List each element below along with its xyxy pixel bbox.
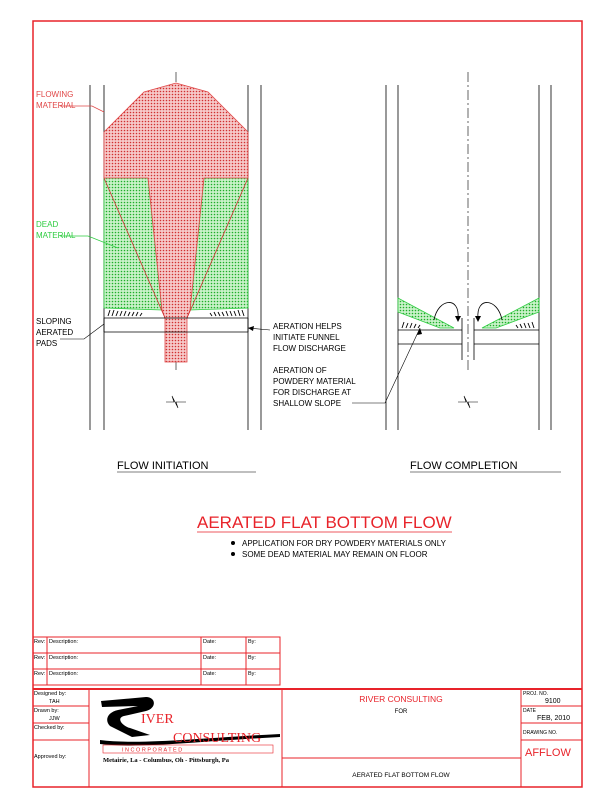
drawing-no-label: DRAWING NO. <box>523 730 558 736</box>
note-2: SOME DEAD MATERIAL MAY REMAIN ON FLOOR <box>242 550 428 559</box>
main-title: AERATED FLAT BOTTOM FLOW <box>197 513 452 532</box>
proj-label: PROJ. NO. <box>523 691 549 697</box>
logo-incorporated: I N C O R P O R A T E D <box>122 747 183 754</box>
note-1: APPLICATION FOR DRY POWDERY MATERIALS ONLY <box>242 539 446 548</box>
rev-date-1: Date: <box>203 639 217 645</box>
bullet-2 <box>231 552 235 556</box>
label-powdery-1: AERATION OF <box>273 366 327 375</box>
label-aeration-2: INITIATE FUNNEL <box>273 333 340 342</box>
drawing-title: AERATED FLAT BOTTOM FLOW <box>352 772 450 779</box>
aeration-pads-right <box>210 310 244 316</box>
designed-value: TAH <box>49 699 60 705</box>
drawn-value: JJW <box>49 716 60 722</box>
company-for: FOR <box>394 709 408 715</box>
date-label: DATE <box>523 708 536 714</box>
rev-date-2: Date: <box>203 655 217 661</box>
label-flowing-1: FLOWING <box>36 90 74 99</box>
approved-label: Approved by: <box>34 754 67 760</box>
label-dead-2: MATERIAL <box>36 231 76 240</box>
logo-consulting: CONSULTING <box>173 731 262 746</box>
caption-flow-initiation: FLOW INITIATION <box>117 460 209 472</box>
aeration-pads-left <box>108 310 142 316</box>
label-pads-2: AERATED <box>36 328 74 337</box>
label-flowing-2: MATERIAL <box>36 101 76 110</box>
date-value: FEB, 2010 <box>537 715 571 722</box>
river-consulting-logo <box>100 697 280 764</box>
rev-date-3: Date: <box>203 671 217 677</box>
label-aeration-1: AERATION HELPS <box>273 322 342 331</box>
caption-flow-completion: FLOW COMPLETION <box>410 460 518 472</box>
rev-label-1: Rev: <box>34 639 46 645</box>
logo-river: IVER <box>141 712 174 727</box>
label-powdery-3: FOR DISCHARGE AT <box>273 388 352 397</box>
rev-desc-2: Description: <box>49 655 79 661</box>
rev-desc-1: Description: <box>49 639 79 645</box>
rev-by-2: By: <box>248 655 256 661</box>
right-view <box>352 72 551 430</box>
rev-label-2: Rev: <box>34 655 46 661</box>
rev-desc-3: Description: <box>49 671 79 677</box>
rev-by-1: By: <box>248 639 256 645</box>
proj-value: 9100 <box>545 698 561 705</box>
label-pads-1: SLOPING <box>36 317 72 326</box>
company-name: RIVER CONSULTING <box>359 694 443 704</box>
left-view <box>60 72 270 430</box>
drawn-label: Drawn by: <box>34 708 59 714</box>
rev-by-3: By: <box>248 671 256 677</box>
drawing-no-value: AFFLOW <box>525 747 571 759</box>
label-aeration-3: FLOW DISCHARGE <box>273 344 346 353</box>
checked-label: Checked by: <box>34 725 65 731</box>
label-powdery-2: POWDERY MATERIAL <box>273 377 356 386</box>
label-powdery-4: SHALLOW SLOPE <box>273 399 342 408</box>
label-pads-3: PADS <box>36 339 58 348</box>
label-dead-1: DEAD <box>36 220 59 229</box>
dead-wedge-right <box>482 298 539 328</box>
logo-locations: Metairie, La - Columbus, Oh - Pittsburgh, Pa <box>103 757 230 764</box>
bullet-1 <box>231 541 235 545</box>
designed-label: Designed by: <box>34 691 67 697</box>
rev-label-3: Rev: <box>34 671 46 677</box>
dead-wedge-left <box>398 298 454 328</box>
